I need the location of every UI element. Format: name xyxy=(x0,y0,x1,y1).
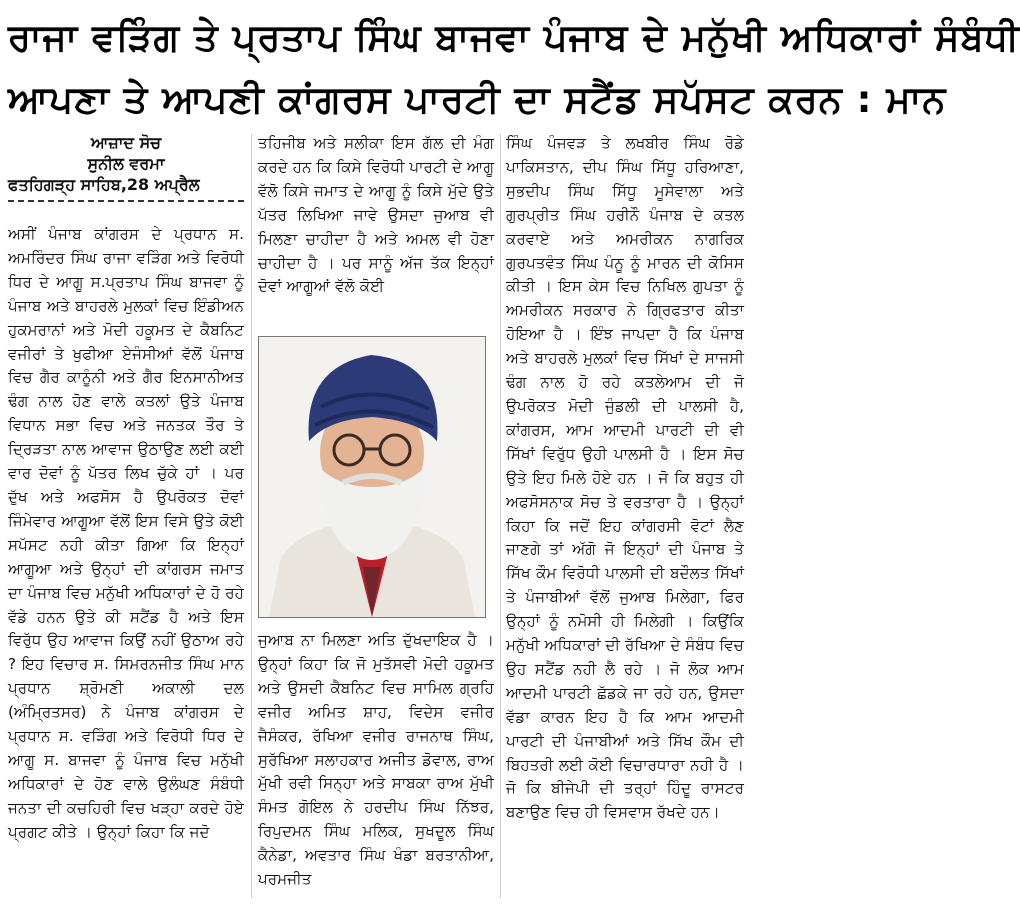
headline-line-1: ਰਾਜਾ ਵੜਿੰਗ ਤੇ ਪ੍ਰਤਾਪ ਸਿੰਘ ਬਾਜਵਾ ਪੰਜਾਬ ਦੇ ਮਨੁੱਖੀ ਅਧਿਕਾਰਾਂ ਸੰਬੰਧੀ xyxy=(8,16,1020,59)
byline-reporter: ਸੁਨੀਲ ਵਰਮਾ xyxy=(87,154,165,173)
byline xyxy=(8,132,244,195)
article-column-2-bottom: ਜੁਆਬ ਨਾ ਮਿਲਣਾ ਅਤਿ ਦੁੱਖਦਾਇਕ ਹੈ । ਉਨ੍ਹਾਂ ਕਿਹਾ ਕਿ ਜੋ ਮੁਤੱਸਵੀ ਮੋਦੀ ਹਕੂਮਤ ਅਤੇ ਉਸਦੀ ਕੈਬਨਿਟ ਵਿਚ ਸਾਮਿਲ ਗ੍ਰਹਿ ਵਜੀਰ ਅਮਿਤ ਸ਼ਾਹ, ਵਿਦੇਸ ਵਜੀਰ ਜੈਸੰਕਰ, ਰੱਖਿਆ ਵਜੀਰ ਰਾਜਨਾਥ ਸਿੰਘ, ਸੁਰੱਖਿਆ ਸਲਾਹਕਾਰ ਅਜੀਤ ਡੋਵਾਲ, ਰਾਅ ਮੁੱਖੀ ਰਵੀ ਸਿਨ੍ਹਾ ਅਤੇ ਸਾਬਕਾ ਰਾਅ ਮੁੱਖੀ ਸੰਮਤ ਗੋਇਲ ਨੇ ਹਰਦੀਪ ਸਿੰਘ ਨਿੱਝਰ, ਰਿਪੁਦਮਨ ਸਿੰਘ ਮਲਿਕ, ਸੁਖਦੂਲ ਸਿੰਘ ਕੈਨੇਡਾ, ਅਵਤਾਰ ਸਿੰਘ ਖੰਡਾ ਬਰਤਾਨੀਆ, ਪਰਮਜੀਤ xyxy=(258,631,494,889)
headline-line-2: ਆਪਣਾ ਤੇ ਆਪਣੀ ਕਾਂਗਰਸ ਪਾਰਟੀ ਦਾ ਸਟੈਂਡ ਸਪੱਸਟ ਕਰਨ : ਮਾਨ xyxy=(8,78,947,121)
portrait-photo xyxy=(258,336,486,618)
byline-divider xyxy=(8,200,244,202)
byline-dateline: ਫਤਹਿਗੜ੍ਹ ਸਾਹਿਬ,28 ਅਪ੍ਰੈਲ xyxy=(8,175,200,194)
article-column-3: ਸਿੰਘ ਪੰਜਵੜ ਤੇ ਲਖਬੀਰ ਸਿੰਘ ਰੋਡੇ ਪਾਕਿਸਤਾਨ, ਦੀਪ ਸਿੰਘ ਸਿੱਧੂ ਹਰਿਆਣਾ, ਸੁਭਦੀਪ ਸਿੰਘ ਸਿੱਧੂ ਮੂਸੇਵਾਲਾ ਅਤੇ ਗੁਰਪ੍ਰੀਤ ਸਿੰਘ ਹਰੀਨੌ ਪੰਜਾਬ ਦੇ ਕਤਲ ਕਰਵਾਏ ਅਤੇ ਅਮਰੀਕਨ ਨਾਗਰਿਕ ਗੁਰਪਤਵੰਤ ਸਿੰਘ ਪੰਨੂ ਨੂੰ ਮਾਰਨ ਦੀ ਕੋਸਿਸ ਕੀਤੀ । ਇਸ ਕੇਸ ਵਿਚ ਨਿਖਿਲ ਗੁਪਤਾ ਨੂੰ ਅਮਰੀਕਨ ਸਰਕਾਰ ਨੇ ਗ੍ਰਿਫਤਾਰ ਕੀਤਾ ਹੋਇਆ ਹੈ । ਇੰਝ ਜਾਪਦਾ ਹੈ ਕਿ ਪੰਜਾਬ ਅਤੇ ਬਾਹਰਲੇ ਮੁਲਕਾਂ ਵਿਚ ਸਿੱਖਾਂ ਦੇ ਸਾਜਸੀ ਢੰਗ ਨਾਲ ਹੋ ਰਹੇ ਕਤਲੇਆਮ ਦੀ ਜੋ ਉਪਰੋਕਤ ਮੋਦੀ ਜੁੰਡਲੀ ਦੀ ਪਾਲਸੀ ਹੈ, ਕਾਂਗਰਸ, ਆਮ ਆਦਮੀ ਪਾਰਟੀ ਦੀ ਵੀ ਸਿੱਖਾਂ ਵਿਰੁੱਧ ਉਹੀ ਪਾਲਸੀ ਹੈ । ਇਸ ਸੋਚ ਉਤੇ ਇਹ ਮਿਲੇ ਹੋਏ ਹਨ । ਜੋ ਕਿ ਬਹੁਤ ਹੀ ਅਫਸੋਸਨਾਕ ਸੋਚ ਤੇ ਵਰਤਾਰਾ ਹੈ । ਉਨ੍ਹਾਂ ਕਿਹਾ ਕਿ ਜਦੋਂ ਇਹ ਕਾਂਗਰਸੀ ਵੋਟਾਂ ਲੈਣ ਜਾਣਗੇ ਤਾਂ ਅੱਗੋ ਜੋ ਇਨ੍ਹਾਂ ਦੀ ਪੰਜਾਬ ਤੇ ਸਿੱਖ ਕੌਮ ਵਿਰੋਧੀ ਪਾਲਸੀ ਦੀ ਬਦੌਲਤ ਸਿੱਖਾਂ ਤੇ ਪੰਜਾਬੀਆਂ ਵੱਲੋਂ ਜੁਆਬ ਮਿਲੇਗਾ, ਫਿਰ ਉਨ੍ਹਾਂ ਨੂੰ ਨਮੋਸੀ ਹੀ ਮਿਲੇਗੀ । ਕਿਉਂਕਿ ਮਨੁੱਖੀ ਅਧਿਕਾਰਾਂ ਦੀ ਰੱਖਿਆ ਦੇ ਸੰਬੰਧ ਵਿਚ ਉਹ ਸਟੈਂਡ ਨਹੀ ਲੈ ਰਹੇ । ਜੋ ਲੋਕ ਆਮ ਆਦਮੀ ਪਾਰਟੀ ਛੱਡਕੇ ਜਾ ਰਹੇ ਹਨ, ਉਸਦਾ ਵੱਡਾ ਕਾਰਨ ਇਹ ਹੈ ਕਿ ਆਮ ਆਦਮੀ ਪਾਰਟੀ ਦੀ ਪੰਜਾਬੀਆਂ ਅਤੇ ਸਿੱਖ ਕੌਮ ਦੀ ਬਿਹਤਰੀ ਲਈ ਕੋਈ ਵਿਚਾਰਧਾਰਾ ਨਹੀ ਹੈ । ਜੋ ਕਿ ਬੀਜੇਪੀ ਦੀ ਤਰ੍ਹਾਂ ਹਿੰਦੂ ਰਾਸਟਰ ਬਣਾਉਣ ਵਿਚ ਹੀ ਵਿਸਵਾਸ ਰੱਖਦੇ ਹਨ। xyxy=(506,134,744,822)
article-column-1: ਅਸੀਂ ਪੰਜਾਬ ਕਾਂਗਰਸ ਦੇ ਪ੍ਰਧਾਨ ਸ. ਅਮਰਿੰਦਰ ਸਿੰਘ ਰਾਜਾ ਵੜਿੰਗ ਅਤੇ ਵਿਰੋਧੀ ਧਿਰ ਦੇ ਆਗੂ ਸ.ਪ੍ਰਤਾਪ ਸਿੰਘ ਬਾਜਵਾ ਨੂੰ ਪੰਜਾਬ ਅਤੇ ਬਾਹਰਲੇ ਮੁਲਕਾਂ ਵਿਚ ਇੰਡੀਅਨ ਹੁਕਮਰਾਨਾਂ ਅਤੇ ਮੋਦੀ ਹਕੂਮਤ ਦੇ ਕੈਬਨਿਟ ਵਜੀਰਾਂ ਤੇ ਖੁਫੀਆ ਏਜੰਸੀਆਂ ਵੱਲੋਂ ਪੰਜਾਬ ਵਿਚ ਗੈਰ ਕਾਨੂੰਨੀ ਅਤੇ ਗੈਰ ਇਨਸਾਨੀਅਤ ਢੰਗ ਨਾਲ ਹੋਣ ਵਾਲੇ ਕਤਲਾਂ ਉਤੇ ਪੰਜਾਬ ਵਿਧਾਨ ਸਭਾ ਵਿਚ ਅਤੇ ਜਨਤਕ ਤੌਰ ਤੇ ਦ੍ਰਿੜਤਾ ਨਾਲ ਆਵਾਜ ਉਠਾਉਣ ਲਈ ਕਈ ਵਾਰ ਦੋਵਾਂ ਨੂੰ ਪੱਤਰ ਲਿਖ ਚੁੱਕੇ ਹਾਂ । ਪਰ ਦੁੱਖ ਅਤੇ ਅਫਸੋਸ ਹੈ ਉਪਰੋਕਤ ਦੋਵਾਂ ਜਿੰਮੇਵਾਰ ਆਗੂਆ ਵੱਲੋਂ ਇਸ ਵਿਸੇ ਉਤੇ ਕੋਈ ਸਪੱਸਟ ਨਹੀ ਕੀਤਾ ਗਿਆ ਕਿ ਇਨ੍ਹਾਂ ਆਗੂਆ ਅਤੇ ਉਨ੍ਹਾਂ ਦੀ ਕਾਂਗਰਸ ਜਮਾਤ ਦਾ ਪੰਜਾਬ ਵਿਚ ਮਨੁੱਖੀ ਅਧਿਕਾਰਾਂ ਦੇ ਹੋ ਰਹੇ ਵੱਡੇ ਹਨਨ ਉਤੇ ਕੀ ਸਟੈਂਡ ਹੈ ਅਤੇ ਇਸ ਵਿਰੁੱਧ ਉਹ ਆਵਾਜ ਕਿਉਂ ਨਹੀਂ ਉਠਾਅ ਰਹੇ ? ਇਹ ਵਿਚਾਰ ਸ. ਸਿਮਰਨਜੀਤ ਸਿੰਘ ਮਾਨ ਪ੍ਰਧਾਨ ਸ਼੍ਰੋਮਣੀ ਅਕਾਲੀ ਦਲ (ਅੰਮ੍ਰਿਤਸਰ) ਨੇ ਪੰਜਾਬ ਕਾਂਗਰਸ ਦੇ ਪ੍ਰਧਾਨ ਸ. ਵੜਿੰਗ ਅਤੇ ਵਿਰੋਧੀ ਧਿਰ ਦੇ ਆਗੂ ਸ. ਬਾਜਵਾ ਨੂੰ ਪੰਜਾਬ ਵਿਚ ਮਨੁੱਖੀ ਅਧਿਕਾਰਾਂ ਦੇ ਹੋਣ ਵਾਲੇ ਉਲੰਘਣ ਸੰਬੰਧੀ ਜਨਤਾ ਦੀ ਕਚਹਿਰੀ ਵਿਚ ਖੜ੍ਹਾ ਕਰਦੇ ਹੋਏ ਪ੍ਰਗਟ ਕੀਤੇ । ਉਨ੍ਹਾਂ ਕਿਹਾ ਕਿ ਜਦੋ xyxy=(8,225,244,841)
column-divider-1 xyxy=(251,134,252,898)
column-divider-2 xyxy=(500,134,501,898)
article-column-2-top: ਤਹਿਜੀਬ ਅਤੇ ਸਲੀਕਾ ਇਸ ਗੱਲ ਦੀ ਮੰਗ ਕਰਦੇ ਹਨ ਕਿ ਕਿਸੇ ਵਿਰੋਧੀ ਪਾਰਟੀ ਦੇ ਆਗੂ ਵੱਲੋ ਕਿਸੇ ਜਮਾਤ ਦੇ ਆਗੂ ਨੂੰ ਕਿਸੇ ਮੁੱਦੇ ਉਤੇ ਪੱਤਰ ਲਿਖਿਆ ਜਾਵੇ ਉਸਦਾ ਜੁਆਬ ਵੀ ਮਿਲਣਾ ਚਾਹੀਦਾ ਹੈ ਅਤੇ ਅਮਲ ਵੀ ਹੋਣਾ ਚਾਹੀਦਾ ਹੈ । ਪਰ ਸਾਨੂੰ ਅੱਜ ਤੱਕ ਇਨ੍ਹਾਂ ਦੋਵਾਂ ਆਗੂਆਂ ਵੱਲੋ ਕੋਈ xyxy=(258,134,495,296)
portrait-photo-icon xyxy=(259,337,485,617)
byline-source: ਆਜ਼ਾਦ ਸੋਚ xyxy=(90,133,162,152)
